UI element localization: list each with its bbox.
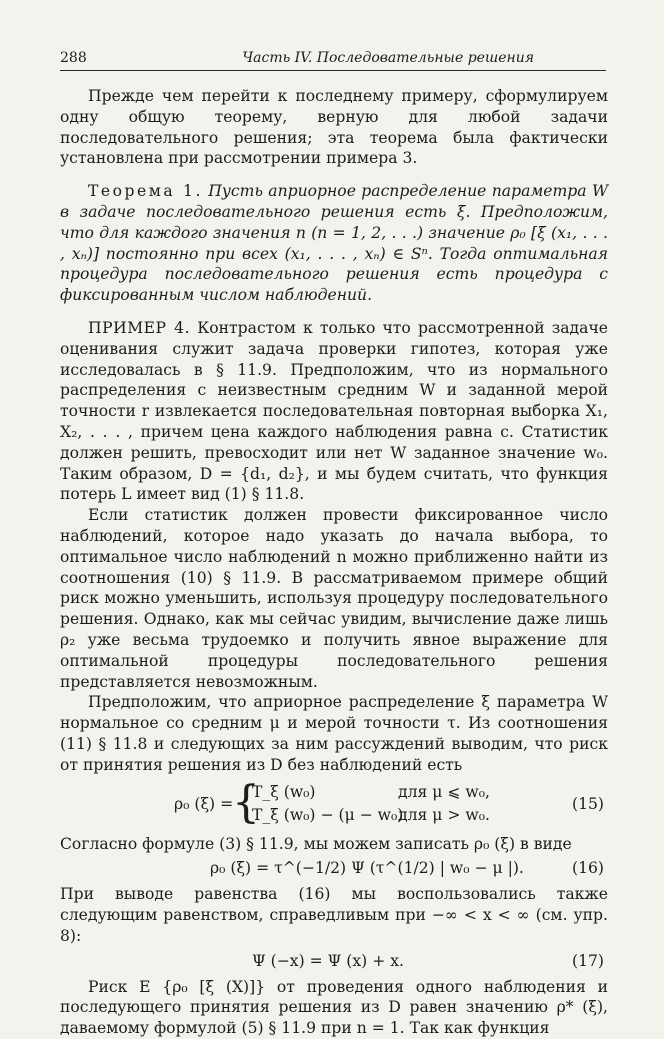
eq15-lhs: ρ₀ (ξ) =	[174, 794, 234, 813]
example-body: Контрастом к только что рассмотренной задаче оценивания служит задача проверки гипотез, которая уже исследовалась в § 11.9. Предположим, что из нормального распределения с неизвестным средним W и заданной мерой точности r извлекается последовательная повторная выборка X₁, X₂, . . . , причем цена каждого наблюдения равна c. Статистик должен решить, превосходит или нет W заданное значение w₀. Таким образом, D = {d₁, d₂}, и мы будем считать, что функция потерь L имеет вид (1) § 11.8.	[60, 318, 608, 504]
fixed-sample-paragraph: Если статистик должен провести фиксированное число наблюдений, которое надо указать до начала выбора, то оптимальное число наблюдений n можно приближенно найти из соотношения (10) § 11.9. В рассматриваемом примере общий риск можно уменьшить, используя процедуру последовательного решения. Однако, как мы сейчас увидим, вычисление даже лишь ρ₂ уже весьма трудоемко и получить явное выражение для оптимальной процедуры последовательного решения представляется невозможным.	[60, 506, 608, 691]
eq16-number: (16)	[571, 859, 604, 878]
equation-15	[60, 776, 608, 830]
equation-16	[60, 854, 608, 884]
equation-17	[60, 947, 608, 977]
eq15-row1-cond: для μ ⩽ w₀,	[398, 782, 490, 801]
running-title: Часть IV. Последовательные решения	[242, 50, 534, 66]
eq15-brace: {	[232, 776, 260, 828]
eq17-text: Ψ (−x) = Ψ (x) + x.	[252, 951, 404, 970]
page-header	[60, 48, 606, 71]
formula3-paragraph: Согласно формуле (3) § 11.9, мы можем записать ρ₀ (ξ) в виде	[60, 834, 572, 853]
example-title: ПРИМЕР 4.	[88, 318, 191, 337]
eq15-row2-expr: T_ξ (w₀) − (μ − w₀)	[252, 805, 404, 824]
eq15-number: (15)	[571, 794, 604, 813]
theorem-body: Пусть априорное распределение параметра W в задаче последовательного решения есть ξ. Предположим, что для каждого значения n (n = 1, 2, . . .) значение ρ₀ [ξ (x₁, . . . , xₙ)] постоянно при всех (x₁, . . . , xₙ) ∈ Sⁿ. Тогда оптимальная процедура последовательного решения есть процедура с фиксированным числом наблюдений.	[60, 182, 608, 305]
example-paragraph	[60, 318, 608, 505]
risk-paragraph: Риск E {ρ₀ [ξ (X)]} от проведения одного наблюдения и последующего принятия решения из D равен значению ρ* (ξ), даваемому формулой (5) § 11.9 при n = 1. Так как функция	[60, 977, 608, 1038]
page-body	[60, 86, 608, 1039]
eq17-number: (17)	[571, 951, 604, 970]
prior-paragraph: Предположим, что априорное распределение ξ параметра W нормальное со средним μ и мерой точности τ. Из соотношения (11) § 11.8 и следующих за ним рассуждений выводим, что риск от принятия решения из D без наблюдений есть	[60, 693, 608, 774]
intro-paragraph: Прежде чем перейти к последнему примеру, сформулируем одну общую теорему, верную для любой задачи последовательного решения; эта теорема была фактически установлена при рассмотрении примера 3.	[60, 87, 608, 168]
theorem-title: Теорема 1.	[88, 182, 203, 201]
eq16-note-paragraph: При выводе равенства (16) мы воспользовались также следующим равенством, справедливым при −∞ < x < ∞ (см. упр. 8):	[60, 885, 608, 945]
eq16-text: ρ₀ (ξ) = τ^(−1/2) Ψ (τ^(1/2) | w₀ − μ |).	[210, 859, 524, 878]
page-number: 288	[60, 50, 87, 66]
theorem-paragraph	[60, 181, 608, 306]
eq15-row2-cond: для μ > w₀.	[398, 805, 490, 824]
eq15-row1-expr: T_ξ (w₀)	[252, 782, 316, 801]
